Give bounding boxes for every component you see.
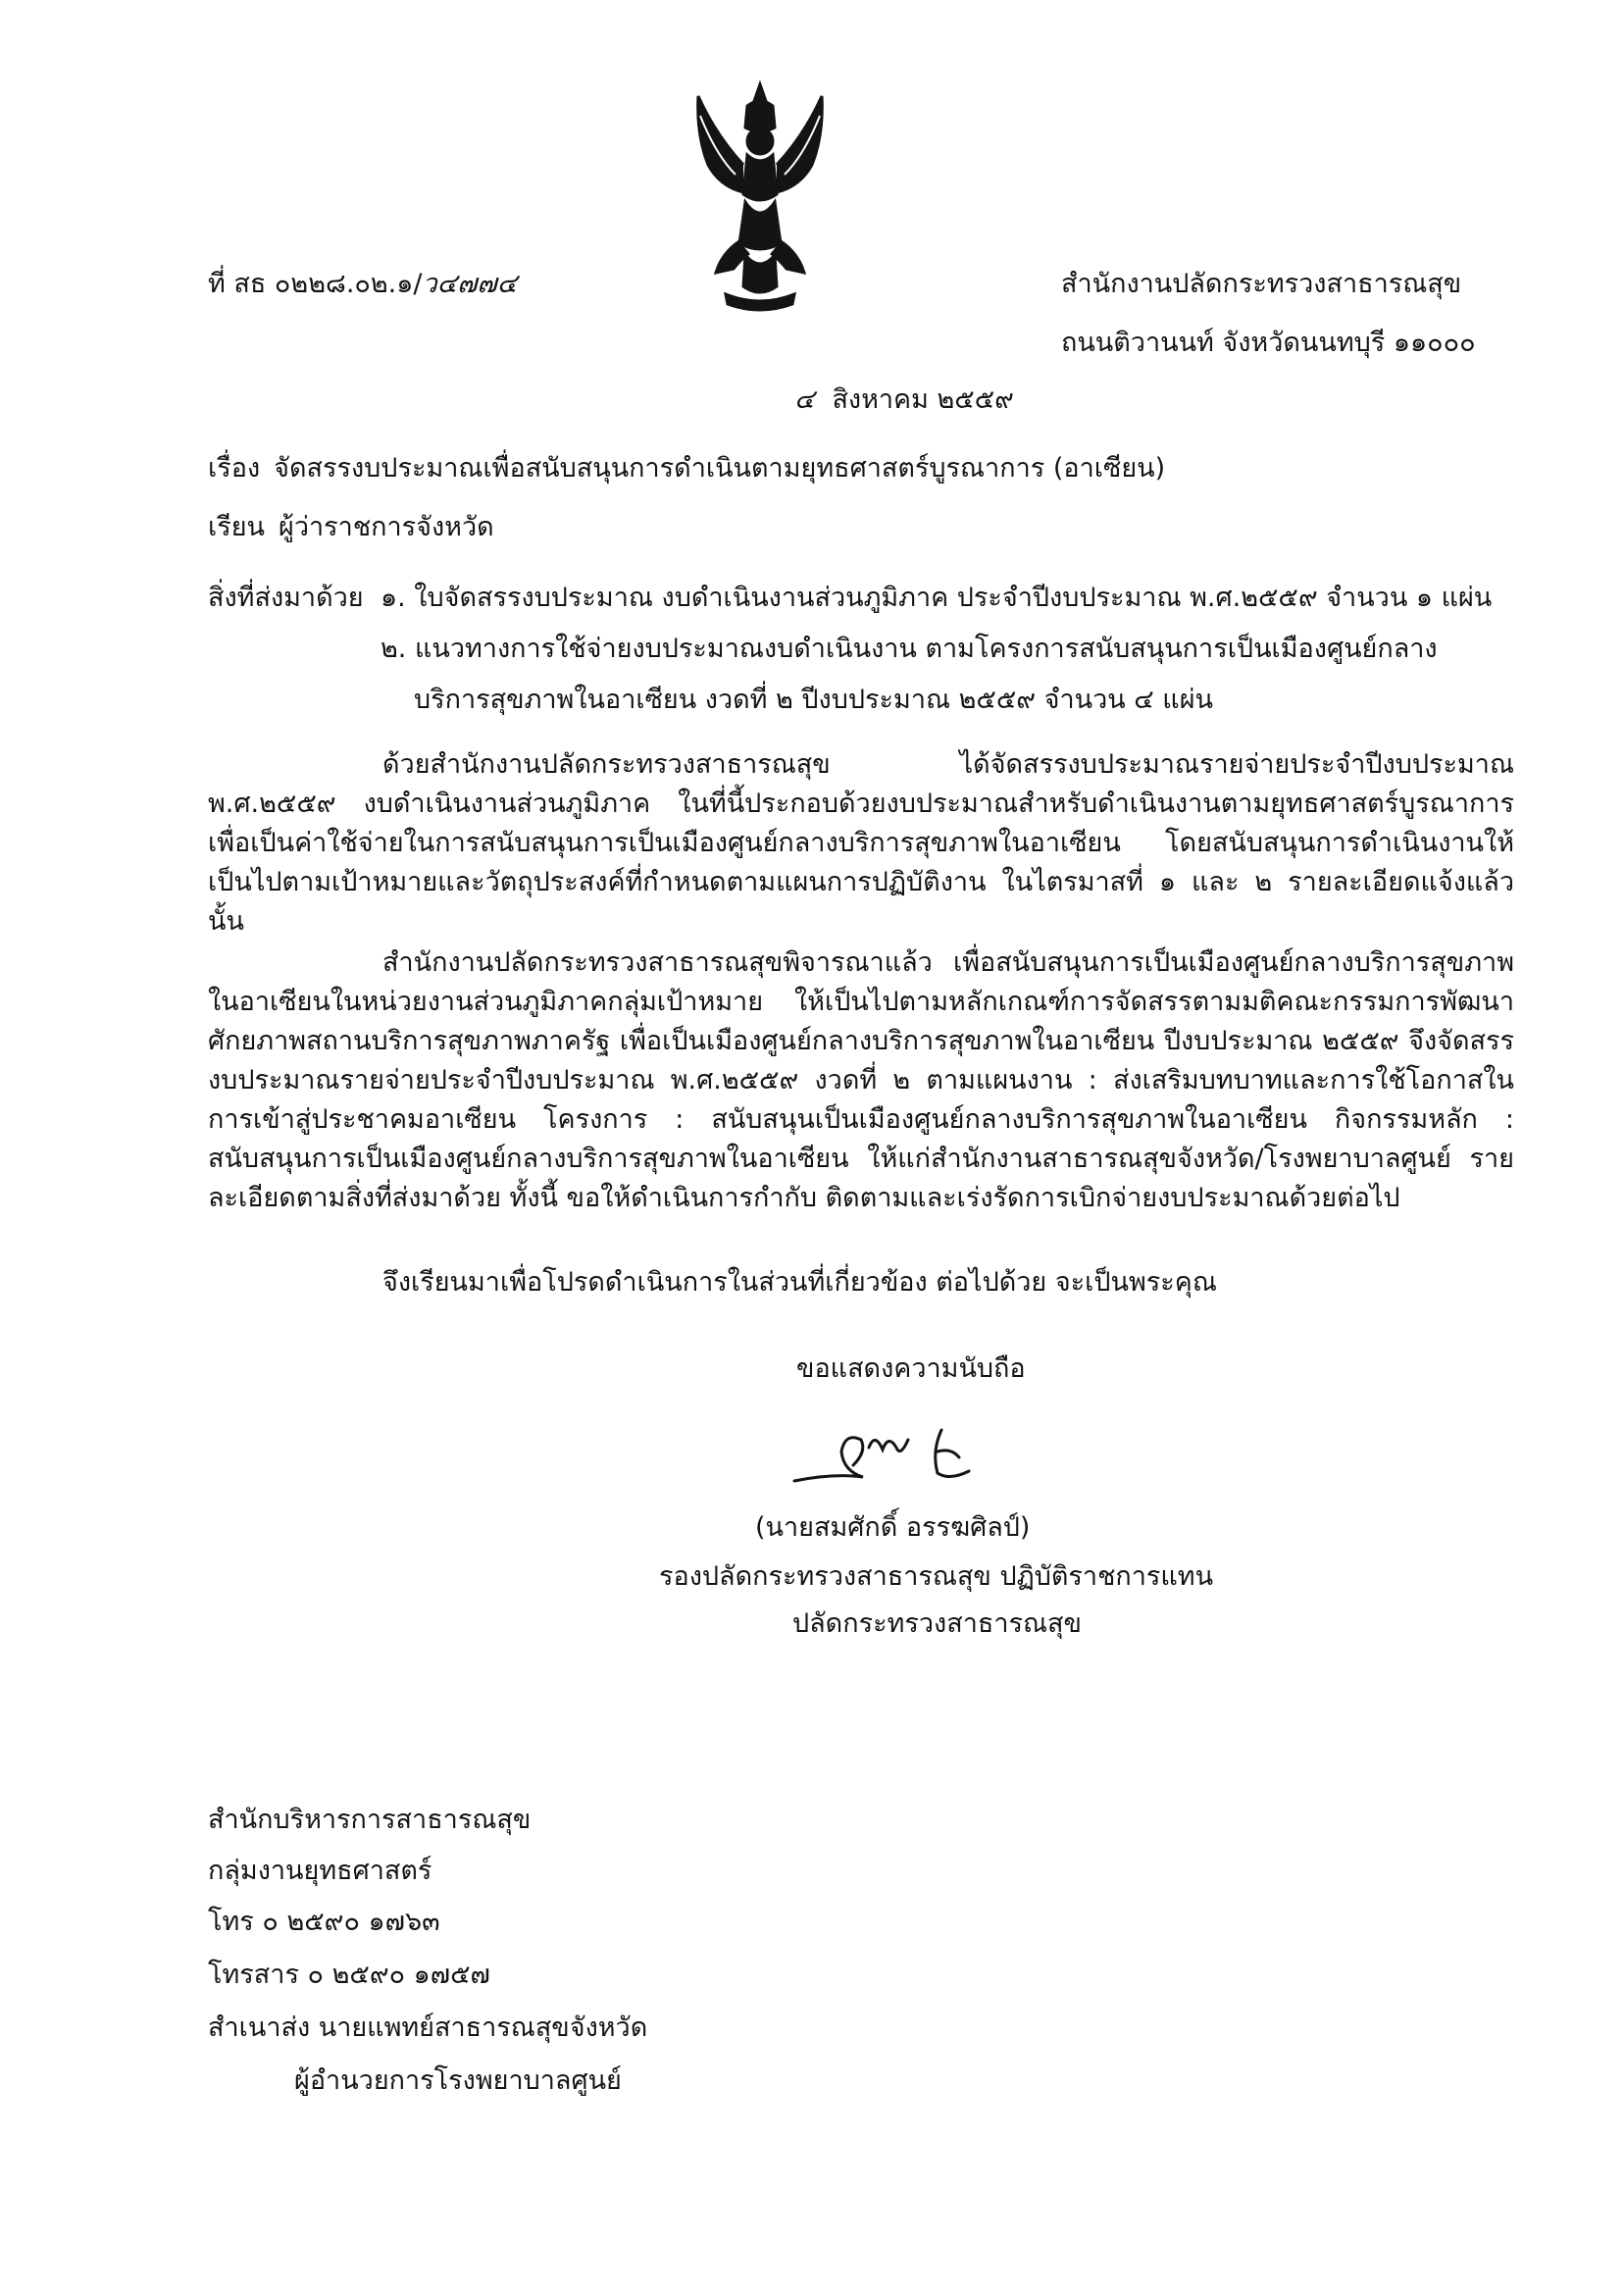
- body-paragraph-1: [208, 745, 1514, 942]
- garuda-emblem-icon: [686, 76, 834, 318]
- body-paragraph-3-text: จึงเรียนมาเพื่อโปรดดำเนินการในส่วนที่เกี่ยวข้อง ต่อไปด้วย จะเป็นพระคุณ: [382, 1267, 1217, 1298]
- body-paragraph-3: [208, 1263, 1514, 1302]
- date-month-year: สิงหาคม ๒๕๕๙: [832, 384, 1014, 415]
- reference-handwritten-number: ว๔๗๗๔: [422, 269, 518, 299]
- body-paragraph-2: [208, 943, 1514, 1218]
- letter-date: [794, 381, 1014, 420]
- attachments-label: สิ่งที่ส่งมาด้วย: [208, 583, 364, 613]
- recipient-text: ผู้ว่าราชการจังหวัด: [279, 512, 494, 542]
- office-address-line1: สำนักงานปลัดกระทรวงสาธารณสุข: [1061, 269, 1462, 299]
- reference-number: [208, 265, 517, 304]
- footer-copy-to: สำเนาส่ง นายแพทย์สาธารณสุขจังหวัด: [208, 2013, 648, 2043]
- footer-fax: โทรสาร ๐ ๒๕๙๐ ๑๗๕๗: [208, 1960, 490, 1990]
- signer-name: (นายสมศักดิ์ อรรฆศิลป์): [755, 1512, 1031, 1543]
- handwritten-signature: [785, 1412, 1010, 1501]
- attachment-item-2: ๒. แนวทางการใช้จ่ายงบประมาณงบดำเนินงาน ตามโครงการสนับสนุนการเป็นเมืองศูนย์กลาง: [381, 634, 1438, 664]
- recipient-line: [208, 508, 494, 547]
- subject-line: [208, 449, 1165, 488]
- office-address-line2: ถนนติวานนท์ จังหวัดนนทบุรี ๑๑๐๐๐: [1061, 328, 1476, 358]
- closing-salutation: ขอแสดงความนับถือ: [796, 1353, 1026, 1384]
- subject-label: เรื่อง: [208, 453, 261, 484]
- body-paragraph-2-text: สำนักงานปลัดกระทรวงสาธารณสุขพิจารณาแล้ว เพื่อสนับสนุนการเป็นเมืองศูนย์กลางบริการสุขภาพในอาเซียนในหน่วยงานส่วนภูมิภาคกลุ่มเป้าหมาย ให้เป็นไปตามหลักเกณฑ์การจัดสรรตามมติคณะกรรมการพัฒนาศักยภาพสถานบริการสุขภาพภาครัฐ เพื่อเป็นเมืองศูนย์กลางบริการสุขภาพในอาเซียน ปีงบประมาณ ๒๕๕๙ จึงจัดสรรงบประมาณรายจ่ายประจำปีงบประมาณ พ.ศ.๒๕๕๙ งวดที่ ๒ ตามแผนงาน : ส่งเสริมบทบาทและการใช้โอกาสในการเข้าสู่ประชาคมอาเซียน โครงการ : สนับสนุนเป็นเมืองศูนย์กลางบริการสุขภาพในอาเซียน กิจกรรมหลัก : สนับสนุนการเป็นเมืองศูนย์กลางบริการสุขภาพในอาเซียน ให้แก่สำนักงานสาธารณสุขจังหวัด/โรงพยาบาลศูนย์ รายละเอียดตามสิ่งที่ส่งมาด้วย ทั้งนี้ ขอให้ดำเนินการกำกับ ติดตามและเร่งรัดการเบิกจ่ายงบประมาณด้วยต่อไป: [208, 947, 1514, 1213]
- subject-text: จัดสรรงบประมาณเพื่อสนับสนุนการดำเนินตามยุทธศาสตร์บูรณาการ (อาเซียน): [274, 453, 1166, 484]
- reference-label: ที่ สธ ๐๒๒๘.๐๒.๑/: [208, 269, 423, 299]
- footer-phone: โทร ๐ ๒๕๙๐ ๑๗๖๓: [208, 1907, 440, 1937]
- footer-division: กลุ่มงานยุทธศาสตร์: [208, 1856, 432, 1886]
- attachment-item-2-continued: บริการสุขภาพในอาเซียน งวดที่ ๒ ปีงบประมาณ ๒๕๕๙ จำนวน ๔ แผ่น: [414, 685, 1213, 715]
- body-paragraph-1-text: ด้วยสำนักงานปลัดกระทรวงสาธารณสุข ได้จัดสรรงบประมาณรายจ่ายประจำปีงบประมาณ พ.ศ.๒๕๕๙ งบดำเนินงานส่วนภูมิภาค ในที่นี้ประกอบด้วยงบประมาณสำหรับดำเนินงานตามยุทธศาสตร์บูรณาการ เพื่อเป็นค่าใช้จ่ายในการสนับสนุนการเป็นเมืองศูนย์กลางบริการสุขภาพในอาเซียน โดยสนับสนุนการดำเนินงานให้เป็นไปตามเป้าหมายและวัตถุประสงค์ที่กำหนดตามแผนการปฏิบัติงาน ในไตรมาสที่ ๑ และ ๒ รายละเอียดแจ้งแล้ว นั้น: [208, 749, 1515, 937]
- attachment-item-1: ๑. ใบจัดสรรงบประมาณ งบดำเนินงานส่วนภูมิภาค ประจำปีงบประมาณ พ.ศ.๒๕๕๙ จำนวน ๑ แผ่น: [381, 583, 1493, 613]
- signer-title-line1: รองปลัดกระทรวงสาธารณสุข ปฏิบัติราชการแทน: [659, 1561, 1214, 1592]
- date-day-handwritten: ๔: [794, 384, 815, 415]
- footer-copy-to-continued: ผู้อำนวยการโรงพยาบาลศูนย์: [294, 2065, 622, 2096]
- footer-department: สำนักบริหารการสาธารณสุข: [208, 1805, 532, 1835]
- recipient-label: เรียน: [208, 512, 266, 542]
- signer-title-line2: ปลัดกระทรวงสาธารณสุข: [792, 1608, 1082, 1639]
